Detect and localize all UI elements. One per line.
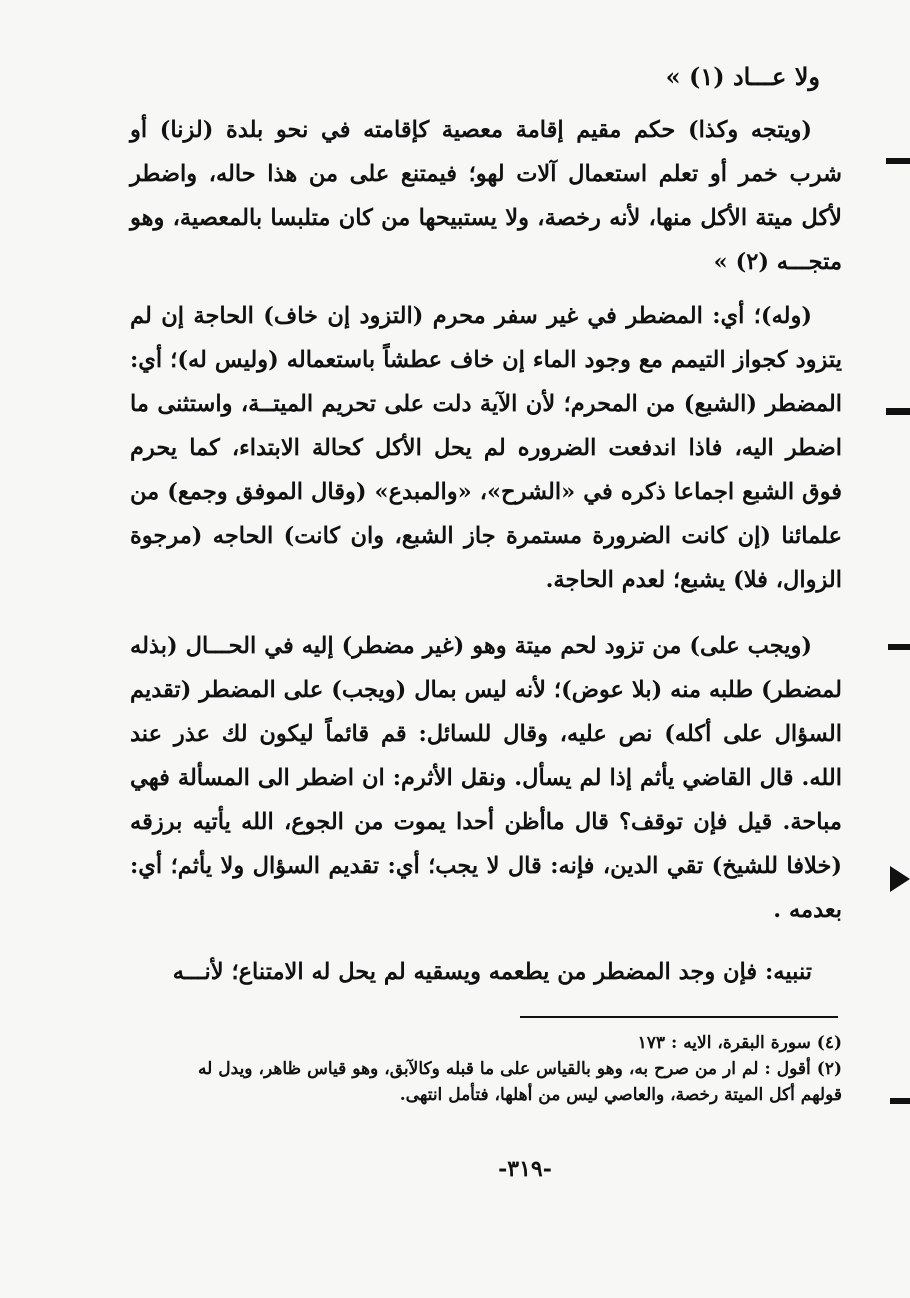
margin-mark <box>888 644 910 650</box>
margin-mark <box>886 408 910 415</box>
paragraph-4 <box>130 950 842 994</box>
paragraph-3 <box>130 624 842 932</box>
margin-mark <box>890 866 910 892</box>
paragraph-2 <box>130 294 842 602</box>
margin-mark <box>890 1098 910 1104</box>
page-number: -٣١٩- <box>498 1156 552 1182</box>
paragraph-1 <box>130 108 842 284</box>
margin-mark <box>886 158 910 164</box>
footnote-divider <box>520 1016 838 1018</box>
footnote-1: (٤) سورة البقرة، الايه : ١٧٣ <box>637 1033 842 1053</box>
paragraph-text: (ويجب على) من تزود لحم ميتة وهو (غير مضطر) إليه في الحـــال (بذله لمضطر) طلبه منه (بلا عوض)؛ لأنه ليس بمال (ويجب) على المضطر (تقديم السؤال على أكله) نص عليه، وقال للسائل: قم قائماً ليكون لك عذر عند الله. قال القاضي يأثم إذا لم يسأل. ونقل الأثرم: ان اضطر الى المسألة فهي مباحة. قيل فإن توقف؟ قال ماأظن أحدا يموت من الجوع، الله يأتيه برزقه (خلافا للشيخ) تقي الدين، فإنه: قال لا يجب؛ أي: تقديم السؤال ولا يأثم؛ أي: بعدمه . <box>130 633 842 923</box>
footnotes <box>198 1030 842 1108</box>
paragraph-text: تنبيه: فإن وجد المضطر من يطعمه ويسقيه لم يحل له الامتناع؛ لأنـــه <box>172 959 812 985</box>
paragraph-text: (وله)؛ أي: المضطر في غير سفر محرم (التزود إن خاف) الحاجة إن لم يتزود كجواز التيمم مع وجود الماء إن خاف عطشاً باستعماله (وليس له)؛ أي: المضطر (الشبع) من المحرم؛ لأن الآية دلت على تحريم الميتــة، واستثنى ما اضطر اليه، فاذا اندفعت الضروره لم يحل الأكل كحالة الابتداء، كما يحرم فوق الشبع اجماعا ذكره في «الشرح»، «والمبدع» (وقال الموفق وجمع) من علمائنا (إن كانت الضرورة مستمرة جاز الشبع، وان كانت) الحاجه (مرجوة الزوال، فلا) يشبع؛ لعدم الحاجة. <box>130 303 842 593</box>
footnote-2: (٢) أقول : لم ار من صرح به، وهو بالقياس على ما قبله وكالآبق، وهو قياس ظاهر، ويدل له قولهم أكل الميتة رخصة، والعاصي ليس من أهلها، فتأمل انتهى. <box>198 1059 842 1105</box>
paragraph-text: (ويتجه وكذا) حكم مقيم إقامة معصية كإقامته في نحو بلدة (لزنا) أو شرب خمر أو تعلم استعمال آلات لهو؛ فيمتنع على من هذا حاله، واضطر لأكل ميتة الأكل منها، لأنه رخصة، ولا يستبيحها من كان متلبسا بالمعصية، وهو متجـــه (٢) » <box>130 117 842 275</box>
continuation-line: ولا عـــاد (١) » <box>665 62 820 91</box>
